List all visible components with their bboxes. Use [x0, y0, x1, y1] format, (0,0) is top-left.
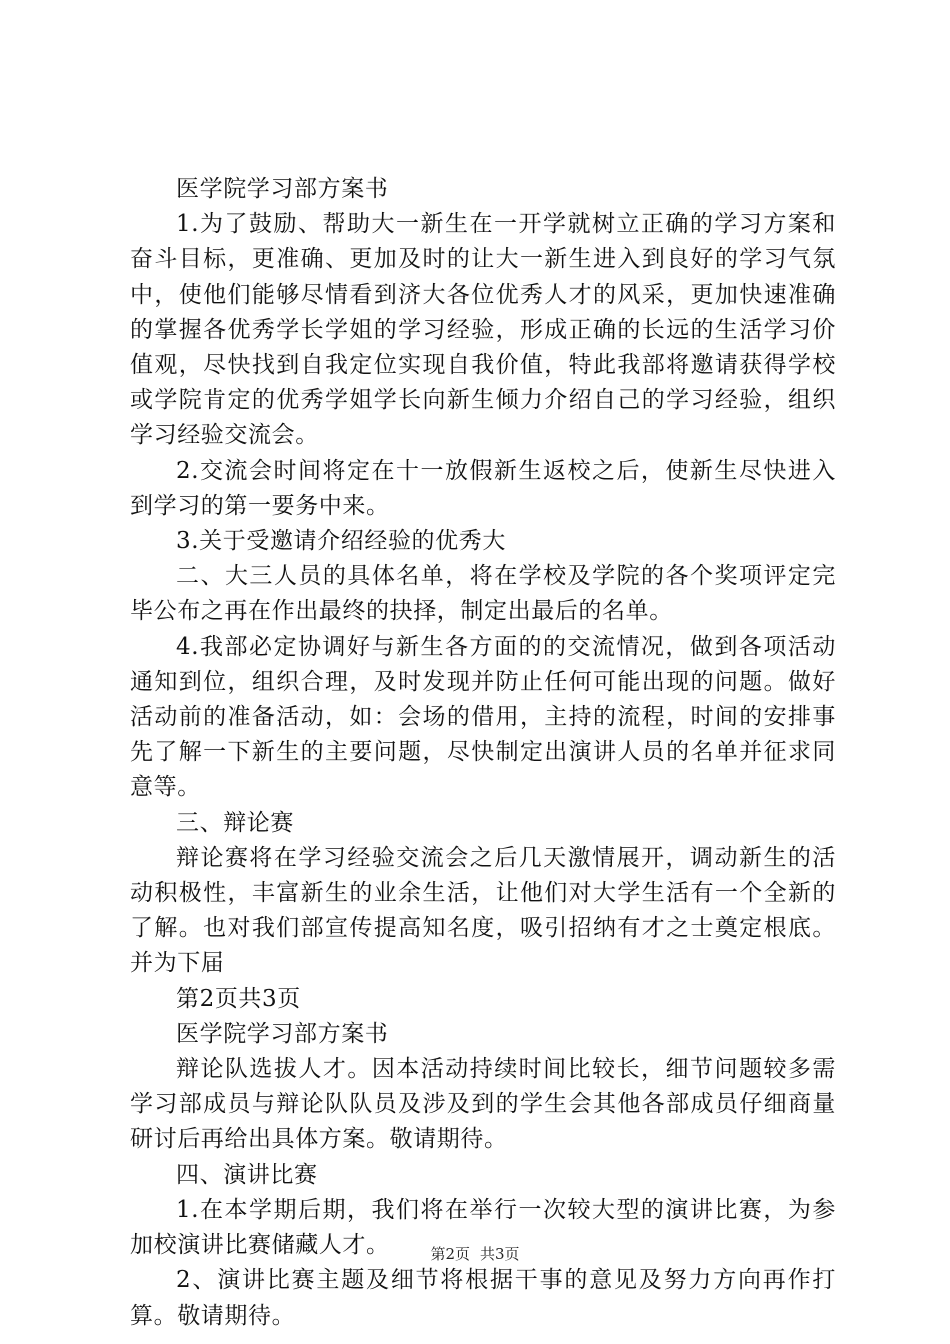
paragraph: 辩论赛将在学习经验交流会之后几天激情展开，调动新生的活动积极性，丰富新生的业余生活，让他们对大学生活有一个全新的了解。也对我们部宣传提高知名度，吸引招纳有才之士奠定根底。并为下届: [130, 844, 836, 977]
paragraph: 1.在本学期后期，我们将在举行一次较大型的演讲比赛，为参加校演讲比赛储藏人才。: [130, 1196, 836, 1259]
paragraph: 辩论队选拔人才。因本活动持续时间比较长，细节问题较多需学习部成员与辩论队队员及涉及到的学生会其他各部成员仔细商量研讨后再给出具体方案。敬请期待。: [130, 1056, 836, 1153]
page-footer: [0, 1244, 950, 1264]
document-heading: 医学院学习部方案书: [176, 1020, 389, 1047]
document-heading: 医学院学习部方案书: [176, 176, 389, 202]
section-heading: 四、演讲比赛: [176, 1161, 318, 1188]
paragraph: 1.为了鼓励、帮助大一新生在一开学就树立正确的学习方案和奋斗目标，更准确、更加及时的让大一新生进入到良好的学习气氛中，使他们能够尽情看到济大各位优秀人才的风采，更加快速准确的掌握各优秀学长学姐的学习经验，形成正确的长远的生活学习价值观，尽快找到自我定位实现自我价值，特此我部将邀请获得学校或学院肯定的优秀学姐学长向新生倾力介绍自己的学习经验，组织学习经验交流会。: [130, 211, 836, 449]
paragraph: 3.关于受邀请介绍经验的优秀大: [176, 528, 506, 555]
footer-page-number: 第2页: [430, 1245, 470, 1263]
inline-page-marker: 第2页共3页: [176, 985, 301, 1012]
section-heading: 三、辩论赛: [176, 809, 294, 836]
paragraph: 4.我部必定协调好与新生各方面的的交流情况，做到各项活动通知到位，组织合理，及时发现并防止任何可能出现的问题。做好活动前的准备活动，如：会场的借用，主持的流程，时间的安排事先了解一下新生的主要问题，尽快制定出演讲人员的名单并征求同意等。: [130, 633, 836, 801]
footer-total-pages: 共3页: [480, 1245, 520, 1263]
document-body: [130, 172, 836, 1334]
paragraph: 二、大三人员的具体名单，将在学校及学院的各个奖项评定完毕公布之再在作出最终的抉择，制定出最后的名单。: [130, 563, 836, 625]
paragraph: 2.交流会时间将定在十一放假新生返校之后，使新生尽快进入到学习的第一要务中来。: [130, 457, 836, 519]
paragraph: 2、演讲比赛主题及细节将根据干事的意见及努力方向再作打算。敬请期待。: [130, 1267, 836, 1329]
